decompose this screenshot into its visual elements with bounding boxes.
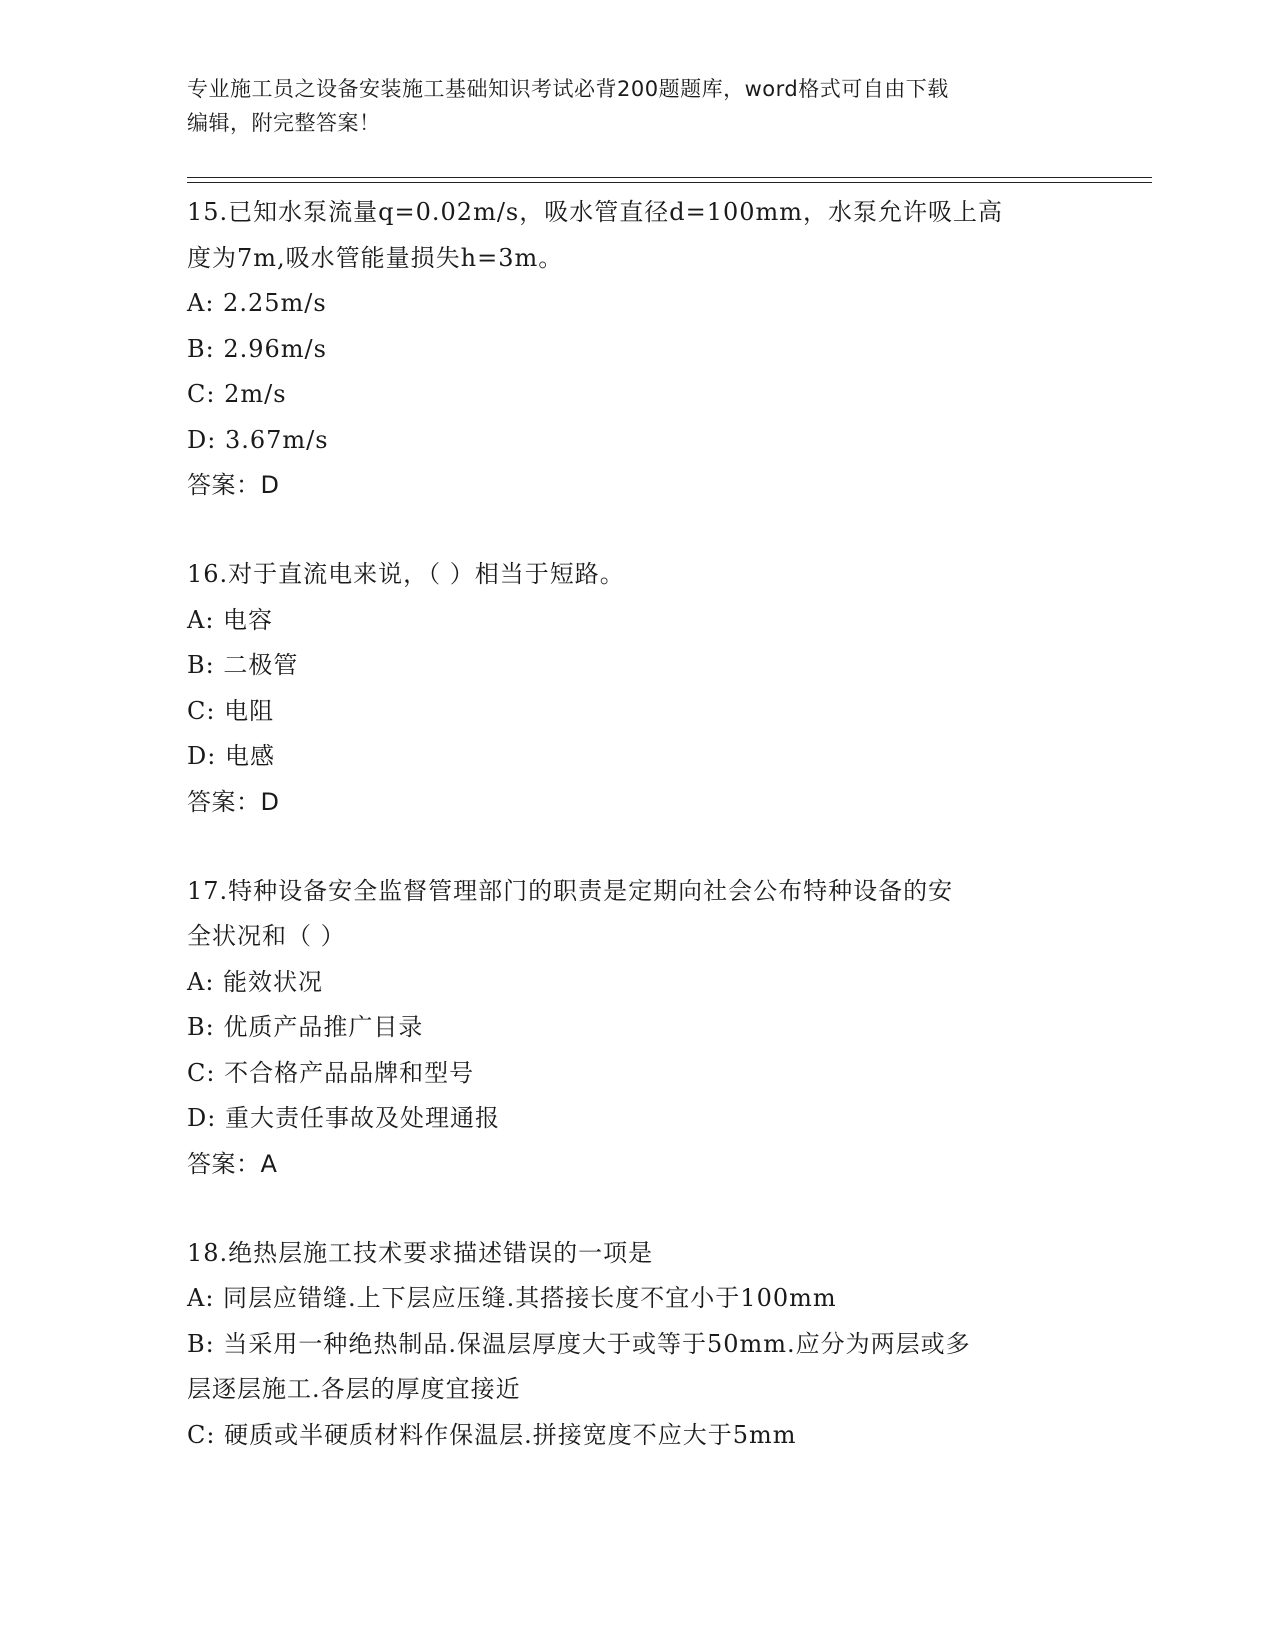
question-15 <box>187 190 1087 508</box>
question-stem-continued: 全状况和（ ） <box>187 922 346 950</box>
document-header <box>187 72 1067 140</box>
option-d: D: 重大责任事故及处理通报 <box>187 1104 500 1132</box>
option-c: C: 电阻 <box>187 696 275 725</box>
option-d: D: 3.67m/s <box>187 425 329 454</box>
header-title-line-1: 专业施工员之设备安装施工基础知识考试必背200题题库，word格式可自由下载 <box>187 77 949 101</box>
option-a: A: 2.25m/s <box>187 289 327 317</box>
option-c: C: 2m/s <box>187 380 287 408</box>
option-c: C: 硬质或半硬质材料作保温层.拼接宽度不应大于5mm <box>187 1420 797 1449</box>
header-title-line-2: 编辑，附完整答案！ <box>187 111 381 135</box>
answer-line: 答案：A <box>187 1149 278 1178</box>
option-a: A: 能效状况 <box>187 967 324 996</box>
option-b: B: 优质产品推广目录 <box>187 1013 424 1041</box>
answer-line: 答案：D <box>187 787 280 816</box>
option-c: C: 不合格产品品牌和型号 <box>187 1058 475 1087</box>
question-17 <box>187 869 1087 1187</box>
question-stem: 15.已知水泵流量q=0.02m/s，吸水管直径d=100mm，水泵允许吸上高 <box>187 198 1004 226</box>
option-b-continued: 层逐层施工.各层的厚度宜接近 <box>187 1375 521 1403</box>
question-18 <box>187 1231 1087 1459</box>
option-a: A: 电容 <box>187 605 274 634</box>
question-16 <box>187 552 1087 825</box>
option-b: B: 当采用一种绝热制品.保温层厚度大于或等于50mm.应分为两层或多 <box>187 1329 971 1358</box>
header-divider-top <box>187 177 1152 178</box>
option-b: B: 2.96m/s <box>187 334 327 363</box>
question-stem: 16.对于直流电来说，（ ）相当于短路。 <box>187 560 625 588</box>
answer-line: 答案：D <box>187 471 280 499</box>
option-b: B: 二极管 <box>187 651 299 679</box>
header-divider-bottom <box>187 182 1152 183</box>
option-d: D: 电感 <box>187 742 275 770</box>
question-list <box>187 190 1087 1502</box>
option-a: A: 同层应错缝.上下层应压缝.其搭接长度不宜小于100mm <box>187 1284 837 1312</box>
question-stem: 17.特种设备安全监督管理部门的职责是定期向社会公布特种设备的安 <box>187 876 954 905</box>
question-stem-continued: 度为7m,吸水管能量损失h=3m。 <box>187 243 564 272</box>
question-stem: 18.绝热层施工技术要求描述错误的一项是 <box>187 1238 654 1267</box>
